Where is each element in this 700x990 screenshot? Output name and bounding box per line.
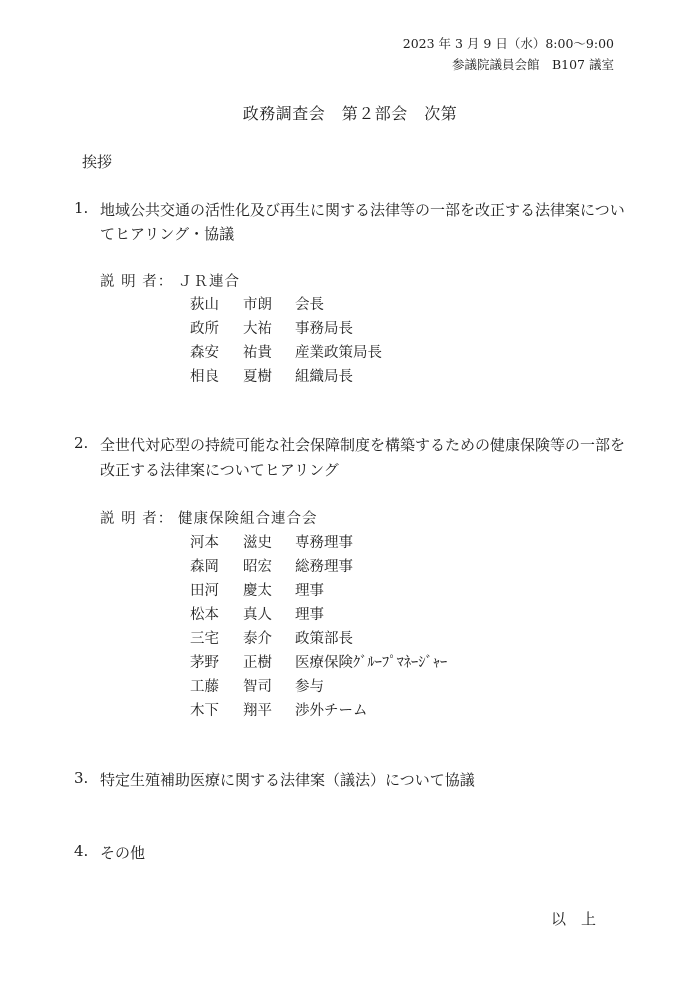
document-title: 政務調査会 第２部会 次第 xyxy=(242,104,458,123)
person-given-name: 夏樹 xyxy=(243,369,272,385)
person-given-name: 大祐 xyxy=(243,321,272,337)
person-role: 総務理事 xyxy=(295,559,353,575)
item-1-person xyxy=(190,365,450,387)
item-2-person xyxy=(190,675,490,697)
person-surname: 茅野 xyxy=(190,655,219,671)
item-3-line-1: 特定生殖補助医療に関する法律案（議法）について協議 xyxy=(100,771,475,789)
item-1-line-1: 地域公共交通の活性化及び再生に関する法律等の一部を改正する法律案につい xyxy=(100,201,625,219)
item-4-line-1: その他 xyxy=(100,844,146,862)
person-given-name: 正樹 xyxy=(243,655,272,671)
person-role: 参与 xyxy=(295,679,324,695)
person-given-name: 祐貴 xyxy=(243,345,272,361)
meeting-date: 2023 年 3 月 9 日（水）8:00～9:00 xyxy=(402,36,614,51)
item-1-explainer-label: 説 明 者： xyxy=(100,274,174,290)
item-1-line-2: てヒアリング・協議 xyxy=(100,225,235,243)
person-surname: 三宅 xyxy=(190,631,219,647)
person-role: 会長 xyxy=(295,297,324,313)
item-2-explainer-label: 説 明 者： xyxy=(100,511,174,527)
person-role: 理事 xyxy=(295,607,324,623)
person-given-name: 昭宏 xyxy=(243,559,272,575)
person-surname: 政所 xyxy=(190,321,219,337)
item-1-organization: ＪＲ連合 xyxy=(178,274,240,290)
item-2-person xyxy=(190,603,490,625)
item-2-person xyxy=(190,699,490,721)
person-role: 事務局長 xyxy=(295,321,353,337)
item-2-number: 2. xyxy=(74,434,89,452)
person-surname: 森安 xyxy=(190,345,219,361)
item-2-person xyxy=(190,651,490,673)
person-role: 医療保険ｸﾞﾙｰﾌﾟﾏﾈｰｼﾞｬｰ xyxy=(295,655,448,671)
item-2-person xyxy=(190,531,490,553)
person-surname: 工藤 xyxy=(190,679,219,695)
item-3-number: 3. xyxy=(74,769,89,787)
person-role: 政策部長 xyxy=(295,631,353,647)
person-surname: 田河 xyxy=(190,583,219,599)
person-surname: 相良 xyxy=(190,369,219,385)
person-surname: 松本 xyxy=(190,607,219,623)
item-4-number: 4. xyxy=(74,842,89,860)
person-role: 理事 xyxy=(295,583,324,599)
person-role: 産業政策局長 xyxy=(295,345,382,361)
person-given-name: 智司 xyxy=(243,679,272,695)
meeting-venue: 参議院議員会館 B107 議室 xyxy=(451,57,614,72)
person-given-name: 翔平 xyxy=(243,703,272,719)
person-surname: 荻山 xyxy=(190,297,219,313)
item-2-person xyxy=(190,555,490,577)
person-surname: 森岡 xyxy=(190,559,219,575)
person-given-name: 滋史 xyxy=(243,535,272,551)
person-role: 専務理事 xyxy=(295,535,353,551)
closing-mark: 以 上 xyxy=(550,910,596,928)
item-1-person xyxy=(190,341,450,363)
person-role: 組織局長 xyxy=(295,369,353,385)
person-given-name: 慶太 xyxy=(243,583,272,599)
item-2-line-2: 改正する法律案についてヒアリング xyxy=(100,461,339,479)
person-surname: 木下 xyxy=(190,703,219,719)
item-1-person xyxy=(190,293,450,315)
person-given-name: 真人 xyxy=(243,607,272,623)
item-2-organization: 健康保険組合連合会 xyxy=(178,511,318,527)
item-1-person xyxy=(190,317,450,339)
person-role: 渉外チーム xyxy=(295,703,368,719)
person-surname: 河本 xyxy=(190,535,219,551)
item-2-line-1: 全世代対応型の持続可能な社会保障制度を構築するための健康保険等の一部を xyxy=(100,436,626,454)
item-1-number: 1. xyxy=(74,199,89,217)
person-given-name: 市朗 xyxy=(243,297,272,313)
item-2-person xyxy=(190,579,490,601)
item-2-person xyxy=(190,627,490,649)
greeting: 挨拶 xyxy=(82,153,113,171)
person-given-name: 泰介 xyxy=(243,631,272,647)
